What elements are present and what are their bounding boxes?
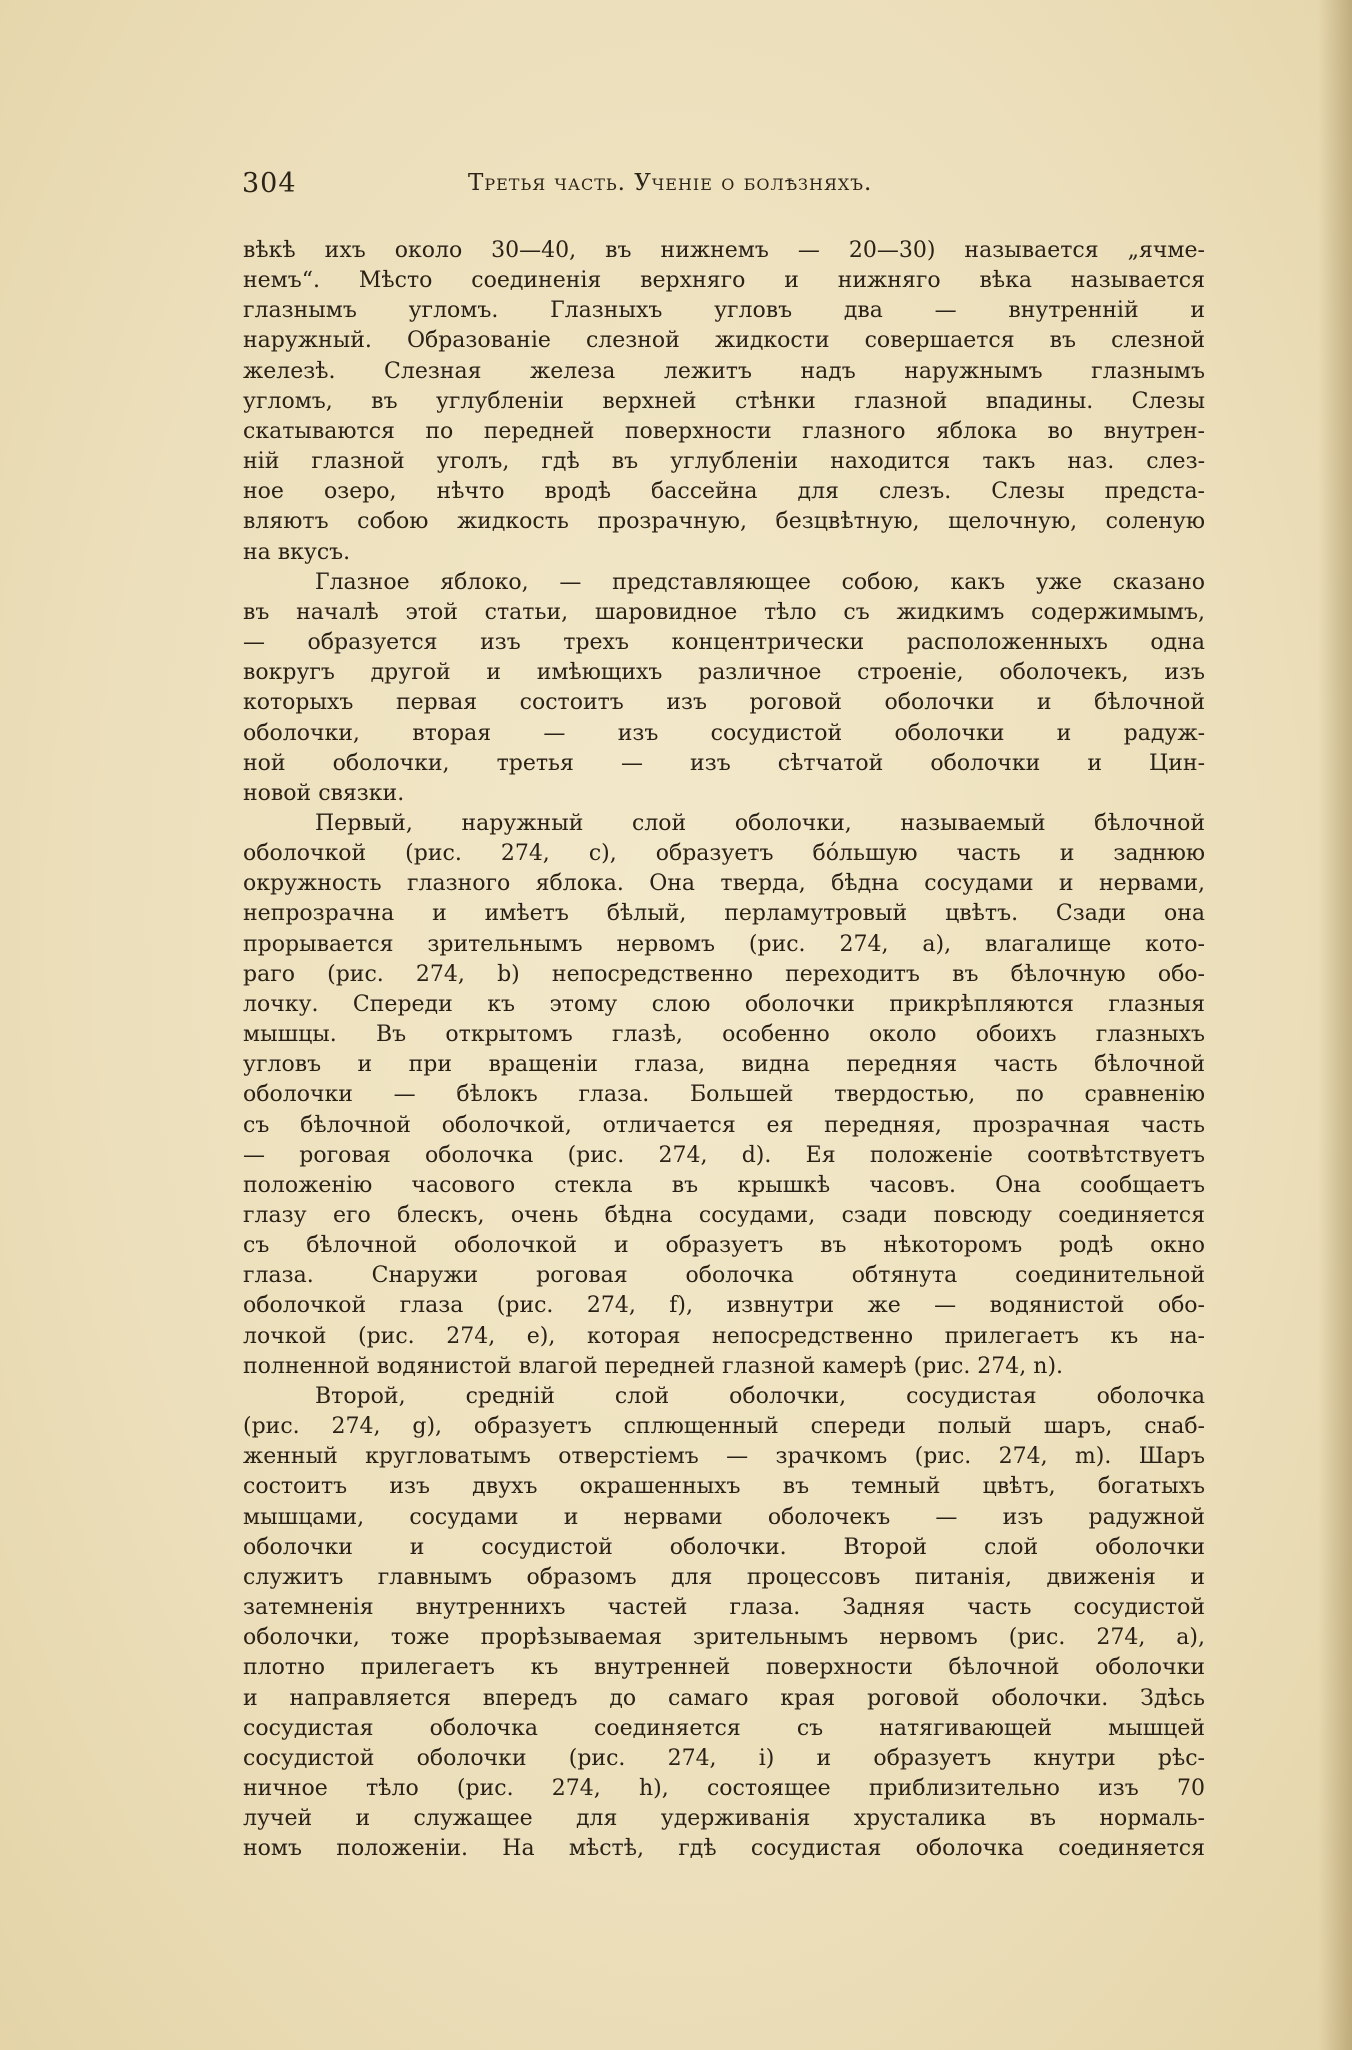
- text-line: — образуется изъ трехъ концентрически расположенныхъ одна: [243, 630, 1205, 656]
- text-line: глаза. Снаружи роговая оболочка обтянута соединительной: [243, 1263, 1205, 1289]
- text-line: плотно прилегаетъ къ внутренней поверхности бѣлочной оболочки: [243, 1655, 1205, 1681]
- text-line: ній глазной уголъ, гдѣ въ углубленіи находится такъ наз. слез-: [243, 449, 1205, 475]
- text-line: вокругъ другой и имѣющихъ различное строеніе, оболочекъ, изъ: [243, 660, 1205, 686]
- text-line: оболочки, тоже прорѣзываемая зрительнымъ нервомъ (рис. 274, a),: [243, 1625, 1205, 1651]
- text-line: вѣкѣ ихъ около 30—40, въ нижнемъ — 20—30) называется „ячме-: [243, 238, 1205, 263]
- text-line: немъ“. Мѣсто соединенія верхняго и нижняго вѣка называется: [243, 268, 1205, 294]
- text-line: наружный. Образованіе слезной жидкости совершается въ слезной: [243, 328, 1205, 354]
- text-line: Первый, наружный слой оболочки, называемый бѣлочной: [315, 810, 1205, 836]
- text-line: сосудистой оболочки (рис. 274, i) и образуетъ кнутри рѣс-: [243, 1745, 1205, 1771]
- text-line: раго (рис. 274, b) непосредственно переходитъ въ бѣлочную обо-: [243, 961, 1205, 987]
- running-title: Третья часть. Ученіе о болѣзняхъ.: [468, 170, 873, 196]
- page-header: [242, 168, 1208, 208]
- text-line: ное озеро, нѣчто вродѣ бассейна для слезъ. Слезы предста-: [243, 479, 1205, 505]
- text-line: Глазное яблоко, — представляющее собою, какъ уже сказано: [315, 569, 1205, 595]
- spine-shadow: [1318, 0, 1352, 2050]
- text-line: мышцы. Въ открытомъ глазѣ, особенно около обоихъ глазныхъ: [243, 1022, 1205, 1048]
- text-line: ной оболочки, третья — изъ сѣтчатой оболочки и Цин-: [243, 750, 1205, 776]
- text-line: состоитъ изъ двухъ окрашенныхъ въ темный цвѣтъ, богатыхъ: [243, 1474, 1205, 1500]
- body-text: [243, 236, 1205, 1864]
- text-line: съ бѣлочной оболочкой и образуетъ въ нѣкоторомъ родѣ окно: [243, 1233, 1205, 1259]
- text-line: оболочки — бѣлокъ глаза. Большей твердостью, по сравненію: [243, 1082, 1205, 1108]
- text-line: скатываются по передней поверхности глазного яблока во внутрен-: [243, 418, 1205, 444]
- text-line: лучей и служащее для удерживанія хрусталика въ нормаль-: [243, 1806, 1205, 1832]
- text-line: съ бѣлочной оболочкой, отличается ея передняя, прозрачная часть: [243, 1112, 1205, 1138]
- text-line: номъ положеніи. На мѣстѣ, гдѣ сосудистая оболочка соединяется: [243, 1836, 1205, 1862]
- text-line: затемненія внутреннихъ частей глаза. Задняя часть сосудистой: [243, 1595, 1205, 1621]
- text-line: служитъ главнымъ образомъ для процессовъ питанія, движенія и: [243, 1564, 1205, 1590]
- text-line: лочку. Спереди къ этому слою оболочки прикрѣпляются глазныя: [243, 991, 1205, 1017]
- text-line: оболочки, вторая — изъ сосудистой оболочки и радуж-: [243, 720, 1205, 746]
- text-line: лочкой (рис. 274, e), которая непосредственно прилегаетъ къ на-: [243, 1323, 1205, 1349]
- text-line: железѣ. Слезная железа лежитъ надъ наружнымъ глазнымъ: [243, 358, 1205, 384]
- text-line: женный кругловатымъ отверстіемъ — зрачкомъ (рис. 274, m). Шаръ: [243, 1444, 1205, 1470]
- text-line: окружность глазного яблока. Она тверда, бѣдна сосудами и нервами,: [243, 871, 1205, 897]
- text-line: (рис. 274, g), образуетъ сплющенный спереди полый шаръ, снаб-: [243, 1414, 1205, 1440]
- text-line: оболочкой глаза (рис. 274, f), извнутри же — водянистой обо-: [243, 1293, 1205, 1319]
- text-line: оболочки и сосудистой оболочки. Второй слой оболочки: [243, 1534, 1205, 1560]
- text-line: — роговая оболочка (рис. 274, d). Ея положеніе соотвѣтствуетъ: [243, 1142, 1205, 1168]
- text-line: сосудистая оболочка соединяется съ натягивающей мышцей: [243, 1715, 1205, 1741]
- text-line: полненной водянистой влагой передней глазной камерѣ (рис. 274, n).: [243, 1353, 1064, 1379]
- page-number: 304: [242, 168, 297, 199]
- text-line: и направляется впередъ до самаго края роговой оболочки. Здѣсь: [243, 1685, 1205, 1711]
- text-line: которыхъ первая состоитъ изъ роговой оболочки и бѣлочной: [243, 690, 1205, 716]
- text-line: непрозрачна и имѣетъ бѣлый, перламутровый цвѣтъ. Сзади она: [243, 901, 1205, 927]
- text-line: Второй, средній слой оболочки, сосудистая оболочка: [315, 1383, 1205, 1409]
- text-line: оболочкой (рис. 274, c), образуетъ бо́льшую часть и заднюю: [243, 841, 1205, 867]
- text-line: угломъ, въ углубленіи верхней стѣнки глазной впадины. Слезы: [243, 388, 1205, 414]
- text-line: ничное тѣло (рис. 274, h), состоящее приблизительно изъ 70: [243, 1775, 1205, 1801]
- text-line: въ началѣ этой статьи, шаровидное тѣло съ жидкимъ содержимымъ,: [243, 599, 1205, 625]
- text-line: положенію часового стекла въ крышкѣ часовъ. Она сообщаетъ: [243, 1172, 1205, 1198]
- text-line: новой связки.: [243, 780, 405, 806]
- text-line: вляютъ собою жидкость прозрачную, безцвѣтную, щелочную, соленую: [243, 509, 1205, 535]
- text-line: на вкусъ.: [243, 539, 351, 565]
- text-line: мышцами, сосудами и нервами оболочекъ — изъ радужной: [243, 1504, 1205, 1530]
- text-line: глазнымъ угломъ. Глазныхъ угловъ два — внутренній и: [243, 298, 1205, 324]
- text-line: угловъ и при вращеніи глаза, видна передняя часть бѣлочной: [243, 1052, 1205, 1078]
- text-line: прорывается зрительнымъ нервомъ (рис. 274, a), влагалище кото-: [243, 931, 1205, 957]
- text-line: глазу его блескъ, очень бѣдна сосудами, сзади повсюду соединяется: [243, 1203, 1205, 1228]
